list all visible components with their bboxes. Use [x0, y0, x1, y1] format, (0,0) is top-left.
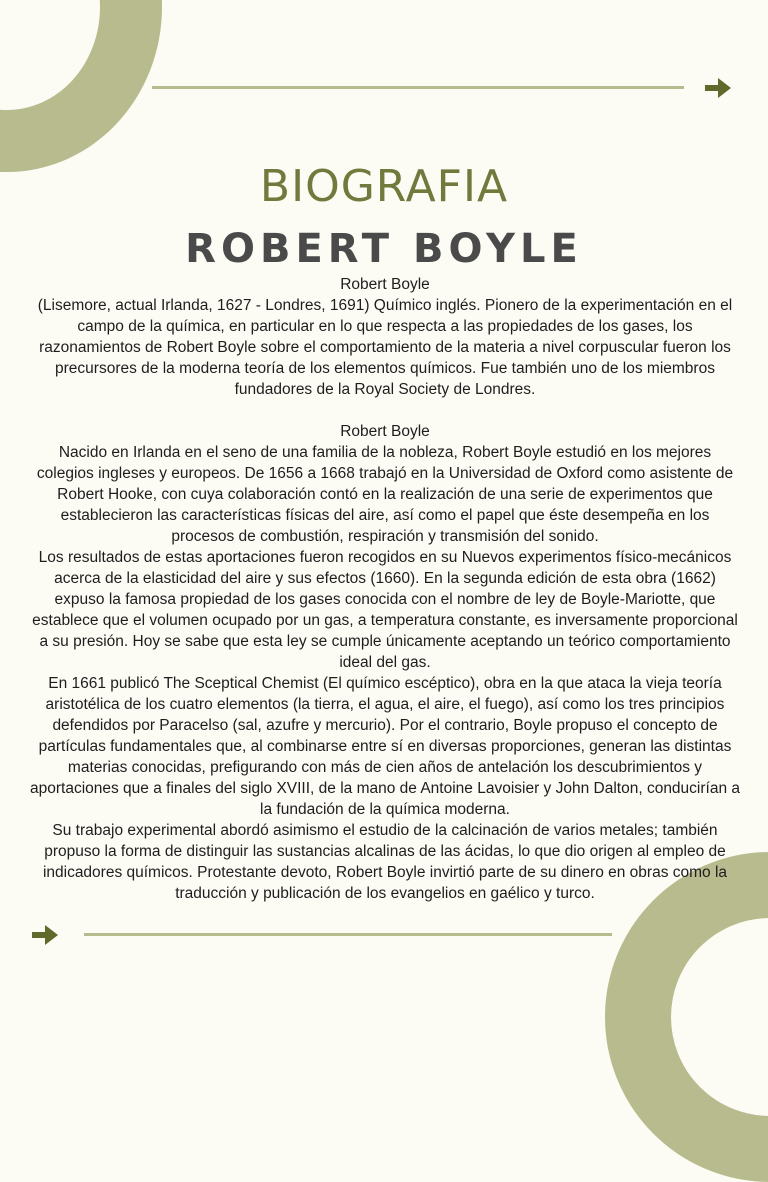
- paragraph-heading: Robert Boyle: [340, 276, 430, 293]
- arrow-right-icon: [703, 75, 733, 101]
- paragraph-spacer: [30, 400, 740, 421]
- page-subtitle: ROBERT BOYLE: [185, 226, 583, 272]
- paragraph-heading: Robert Boyle: [340, 423, 430, 440]
- top-divider-line: [152, 86, 684, 89]
- bottom-divider-line: [84, 933, 612, 936]
- paragraph: Su trabajo experimental abordó asimismo el estudio de la calcinación de varios metales; también propuso la forma de distinguir las sustancias alcalinas de las ácidas, lo que dio origen al empleo de indicadores químicos. Protestante devoto, Robert Boyle invirtió parte de su dinero en obras como la traducción y publicación de los evangelios en gaélico y turco.: [42, 822, 728, 902]
- paragraph: Nacido en Irlanda en el seno de una familia de la nobleza, Robert Boyle estudió en los mejores colegios ingleses y europeos. De 1656 a 1668 trabajó en la Universidad de Oxford como asistente de Robert Hooke, con cuya colaboración contó en la realización de una serie de experimentos que establecieron las características físicas del aire, así como el papel que éste desempeña en los procesos de combustión, respiración y transmisión del sonido.: [36, 444, 734, 545]
- arrow-right-icon: [30, 922, 60, 948]
- biography-text: [30, 274, 740, 904]
- paragraph: En 1661 publicó The Sceptical Chemist (El químico escéptico), obra en la que ataca la vieja teoría aristotélica de los cuatro elementos (la tierra, el agua, el aire, el fuego), así como los tres principios defendidos por Paracelso (sal, azufre y mercurio). Por el contrario, Boyle propuso el concepto de partículas fundamentales que, al combinarse entre sí en diversas proporciones, generan las distintas materias conocidas, prefigurando con más de cien años de antelación los descubrimientos y aportaciones que a finales del siglo XVIII, de la mano de Antoine Lavoisier y John Dalton, conducirían a la fundación de la química moderna.: [30, 675, 741, 818]
- page-title: BIOGRAFIA: [259, 161, 509, 212]
- paragraph: (Lisemore, actual Irlanda, 1627 - Londres, 1691) Químico inglés. Pionero de la experimentación en el campo de la química, en particular en lo que respecta a las propiedades de los gases, los razonamientos de Robert Boyle sobre el comportamiento de la materia a nivel corpuscular fueron los precursores de la moderna teoría de los elementos químicos. Fue también uno de los miembros fundadores de la Royal Society de Londres.: [37, 297, 733, 398]
- paragraph: Los resultados de estas aportaciones fueron recogidos en su Nuevos experimentos físico-mecánicos acerca de la elasticidad del aire y sus efectos (1660). En la segunda edición de esta obra (1662) expuso la famosa propiedad de los gases conocida con el nombre de ley de Boyle-Mariotte, que establece que el volumen ocupado por un gas, a temperatura constante, es inversamente proporcional a su presión. Hoy se sabe que esta ley se cumple únicamente aceptando un teórico comportamiento ideal del gas.: [32, 549, 738, 671]
- decorative-ring-top-left: [0, 0, 162, 172]
